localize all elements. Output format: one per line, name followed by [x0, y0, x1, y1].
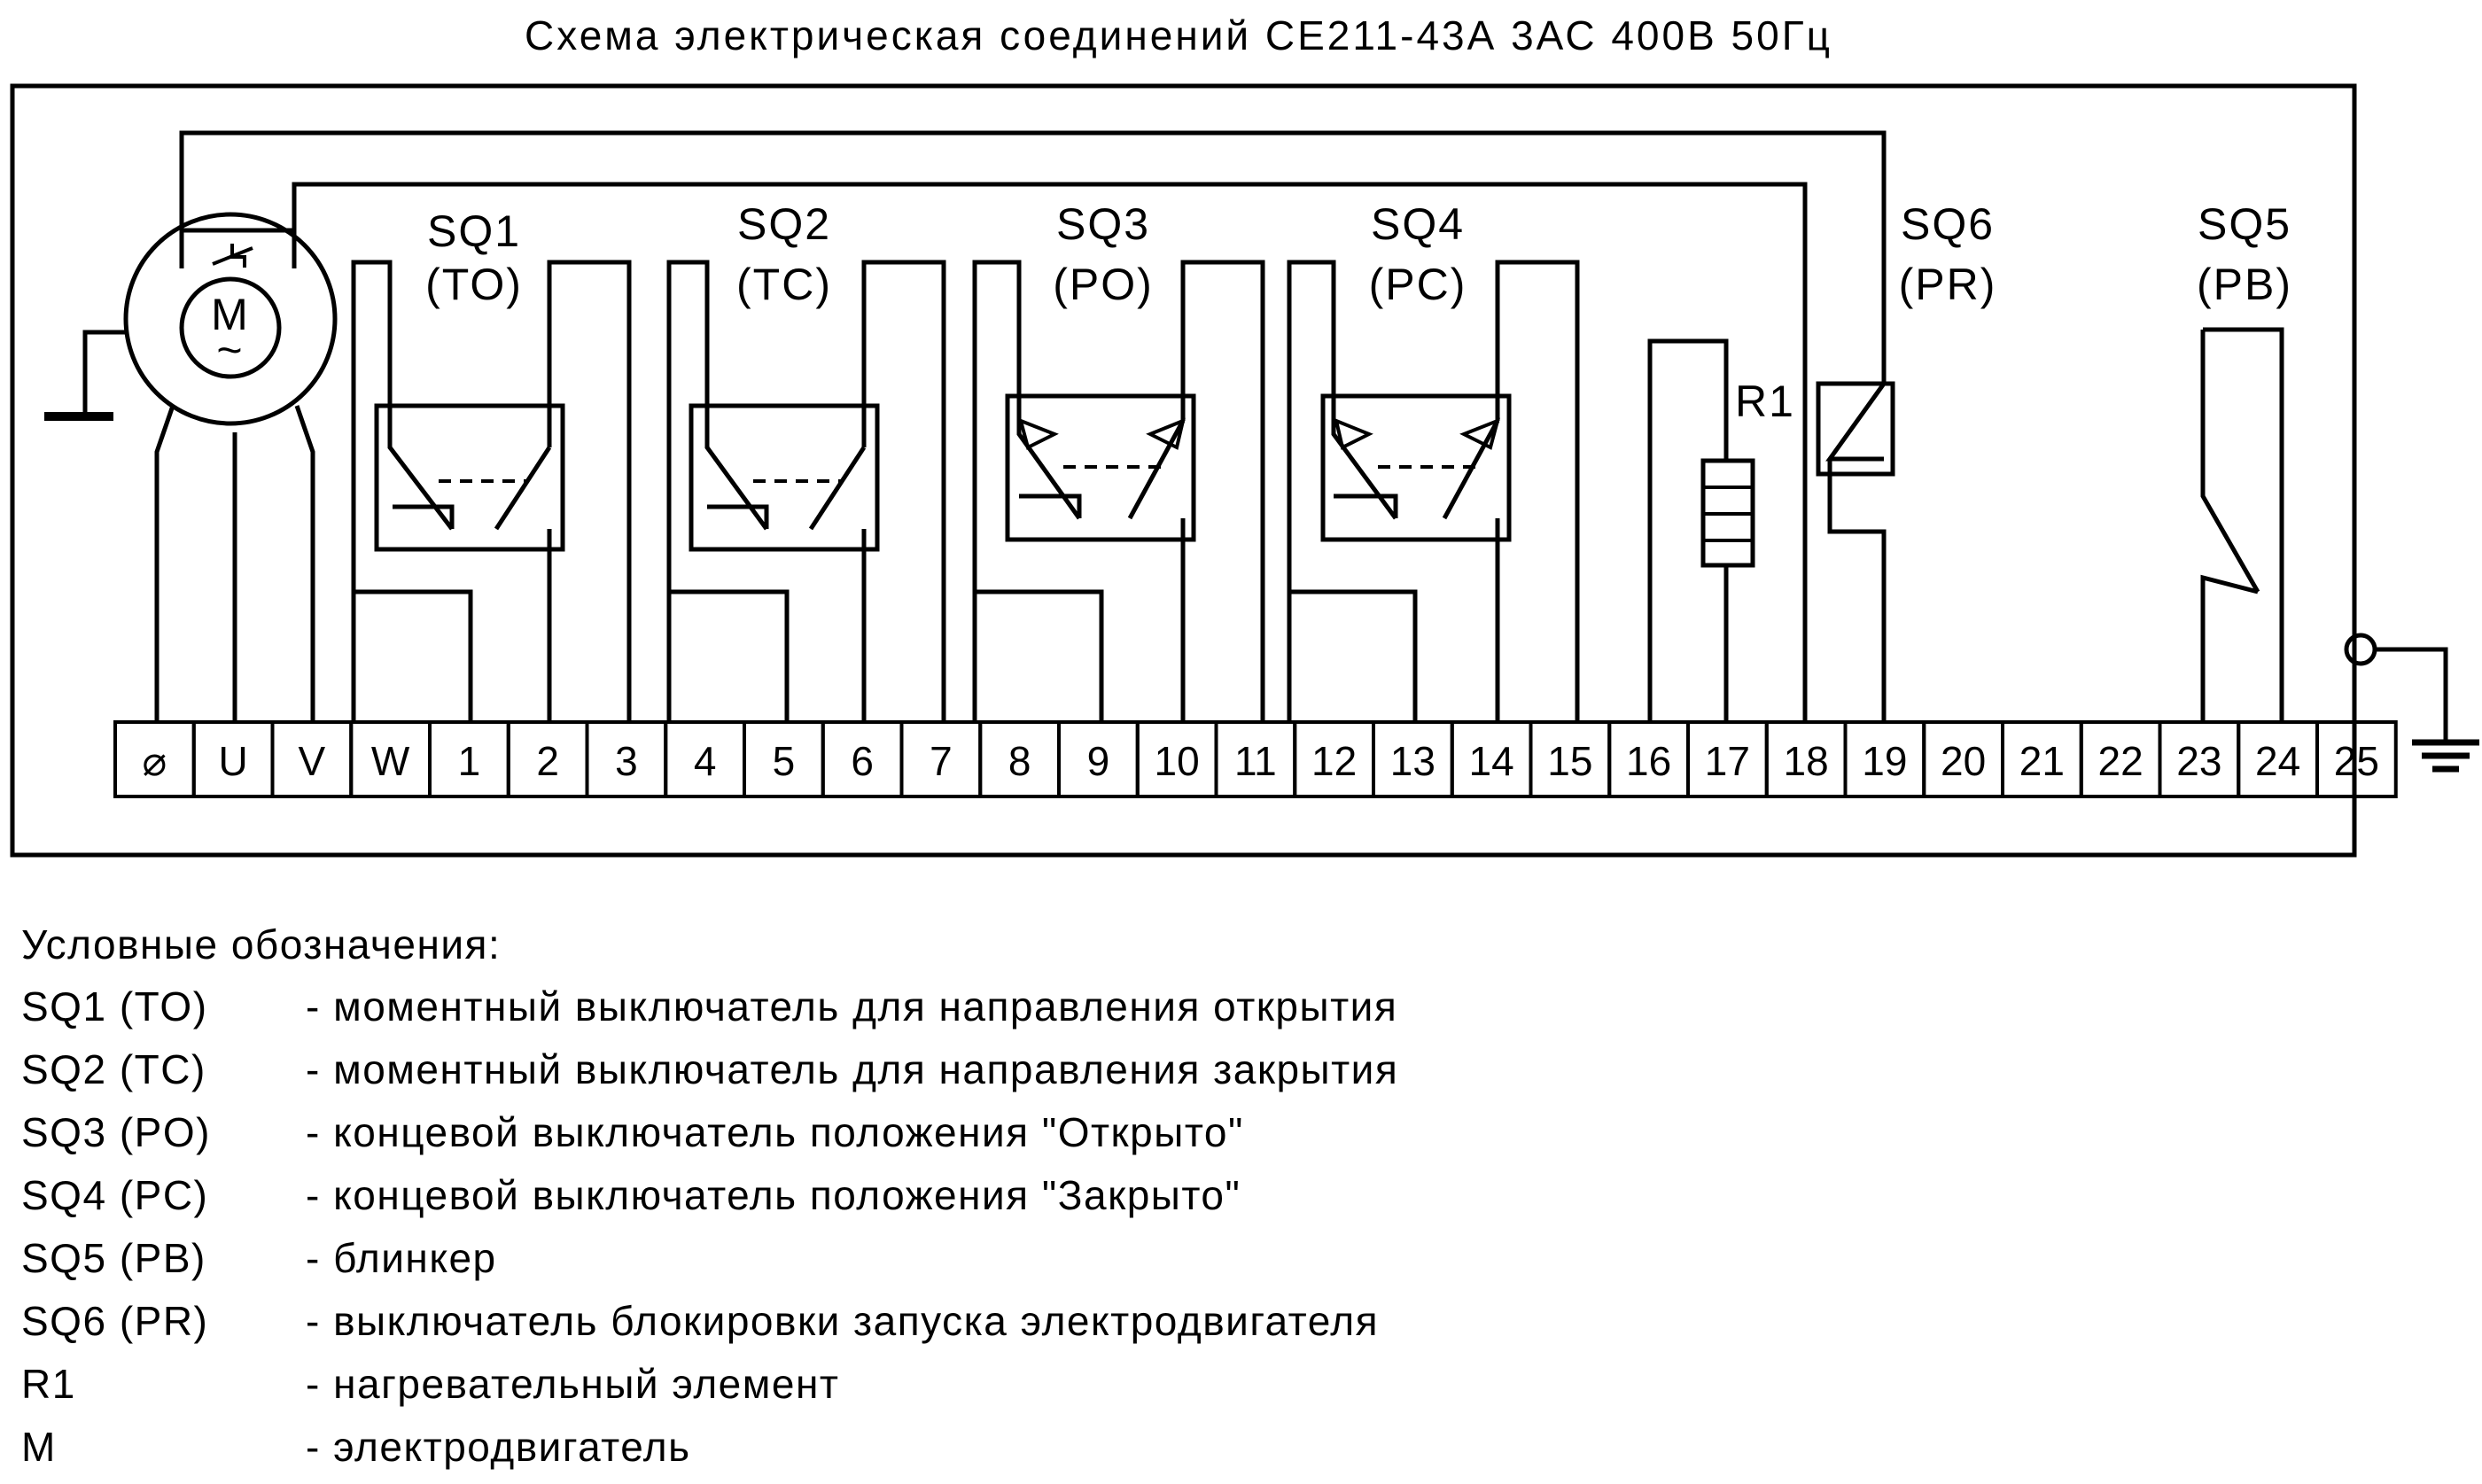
sq3-box	[1008, 396, 1194, 540]
legend-code: SQ6 (PR)	[21, 1298, 209, 1344]
sq4-wire-14	[1289, 592, 1415, 722]
motor-ground-wire	[85, 332, 126, 416]
terminal-label: W	[370, 738, 410, 784]
terminal-label: 13	[1389, 738, 1436, 784]
sq5-wire-24	[2203, 578, 2258, 722]
terminal-label: 15	[1547, 738, 1593, 784]
terminal-label: 17	[1704, 738, 1750, 784]
legend-code: R1	[21, 1361, 76, 1407]
sq1-code: (TO)	[425, 260, 523, 309]
sq1-box	[377, 406, 563, 549]
switch-sq4	[1289, 199, 1577, 722]
sq2-contact-b	[811, 447, 864, 529]
sq1-wire-2	[354, 592, 471, 722]
sq2-box	[691, 406, 877, 549]
sq3-code: (PO)	[1053, 260, 1154, 309]
terminal-label: 8	[1008, 738, 1031, 784]
sq4-triangle-icon	[1336, 421, 1498, 447]
terminal-label: 25	[2333, 738, 2379, 784]
terminal-label: 4	[693, 738, 717, 784]
legend-code: M	[21, 1424, 57, 1470]
switch-sq3	[975, 199, 1263, 722]
wire-w	[297, 406, 313, 722]
terminal-label: 18	[1783, 738, 1829, 784]
ground-icon	[2412, 742, 2479, 769]
terminal-label: 10	[1154, 738, 1200, 784]
terminal-label: 16	[1626, 738, 1672, 784]
sq5-wire-25	[2203, 330, 2282, 722]
sq4-box	[1323, 396, 1509, 540]
terminal-label: 20	[1941, 738, 1987, 784]
terminal-label: 11	[1233, 738, 1277, 784]
legend-description: - моментный выключатель для направления закрытия	[306, 1046, 1399, 1092]
motor	[44, 214, 335, 722]
legend-description: - концевой выключатель положения "Открыто"	[306, 1109, 1244, 1155]
r1-resistor-icon	[1703, 487, 1753, 540]
legend-code: SQ4 (PC)	[21, 1172, 209, 1218]
legend-description: - электродвигатель	[306, 1424, 691, 1470]
sq3-wire-10	[975, 592, 1101, 722]
legend-code: SQ5 (PB)	[21, 1235, 206, 1281]
sq2-wire-6	[669, 592, 787, 722]
terminal-label: V	[298, 738, 326, 784]
sq3-contact-a	[975, 262, 1079, 722]
sq6-code: (PR)	[1898, 260, 1997, 309]
sq6-contact	[1830, 384, 1884, 459]
switch-sq2	[669, 199, 944, 722]
terminal-label: 24	[2255, 738, 2301, 784]
sq1-contact-a	[354, 262, 452, 722]
diagram-title: Схема электрическая соединений СЕ211-43А 3АС 400В 50Гц	[525, 12, 1832, 58]
sq5-code: (PB)	[2197, 260, 2292, 309]
terminal-label: 21	[2019, 738, 2065, 784]
thermal-protector-icon	[213, 244, 253, 268]
thermal-protector-box	[182, 230, 294, 268]
sq4-code: (PC)	[1368, 260, 1467, 309]
wire-u	[157, 406, 173, 722]
terminal-block	[115, 722, 2396, 796]
sq3-name: SQ3	[1055, 199, 1151, 249]
legend-heading: Условные обозначения:	[21, 921, 502, 967]
legend	[21, 921, 1398, 1470]
sq5-name: SQ5	[2197, 199, 2292, 249]
legend-code: SQ2 (TC)	[21, 1046, 206, 1092]
legend-description: - моментный выключатель для направления открытия	[306, 983, 1398, 1029]
sq5-contact	[2203, 330, 2258, 592]
sq2-contact-a	[669, 262, 766, 722]
terminal-label: U	[218, 738, 248, 784]
terminal-label: 12	[1311, 738, 1358, 784]
legend-description: - концевой выключатель положения "Закрыто"	[306, 1172, 1241, 1218]
sq1-contact-b	[496, 447, 549, 529]
ground-wire	[2375, 649, 2446, 740]
legend-code: SQ3 (PO)	[21, 1109, 211, 1155]
terminal-label: 7	[930, 738, 953, 784]
terminal-label: 6	[851, 738, 874, 784]
legend-description: - нагревательный элемент	[306, 1361, 840, 1407]
terminal-label: 1	[457, 738, 481, 784]
sq2-name: SQ2	[736, 199, 832, 249]
terminal-label: 14	[1468, 738, 1514, 784]
sq2-code: (TC)	[736, 260, 832, 309]
motor-label: M	[211, 290, 250, 339]
sq4-name: SQ4	[1370, 199, 1466, 249]
motor-sub-label: ~	[216, 325, 245, 375]
terminal-label: 5	[772, 738, 796, 784]
sq1-name: SQ1	[426, 206, 522, 256]
sq4-contact-a	[1289, 262, 1396, 722]
terminal-label: 2	[536, 738, 559, 784]
terminal-label: 19	[1862, 738, 1908, 784]
r1-label: R1	[1735, 377, 1795, 426]
terminal-label: 22	[2097, 738, 2144, 784]
legend-description: - выключатель блокировки запуска электродвигателя	[306, 1298, 1380, 1344]
legend-description: - блинкер	[306, 1235, 497, 1281]
heater-r1	[1650, 341, 1795, 722]
switch-sq6	[1818, 199, 1996, 722]
switch-sq5	[2197, 199, 2292, 722]
ground-terminal-circle	[2346, 635, 2375, 664]
terminal-label: 9	[1086, 738, 1110, 784]
terminal-label: 3	[615, 738, 638, 784]
sq6-name: SQ6	[1900, 199, 1996, 249]
r1-wire-17	[1650, 341, 1726, 722]
wire-thermal-to-sq6	[182, 133, 1884, 384]
sq3-triangle-icon	[1021, 421, 1183, 447]
sq4-contact-b	[1444, 421, 1498, 518]
switch-sq1	[354, 206, 629, 722]
terminal-earth-label: ⌀	[142, 738, 167, 784]
terminal-label: 23	[2176, 738, 2222, 784]
legend-code: SQ1 (TO)	[21, 983, 208, 1029]
sq6-wire-20	[1830, 459, 1884, 722]
